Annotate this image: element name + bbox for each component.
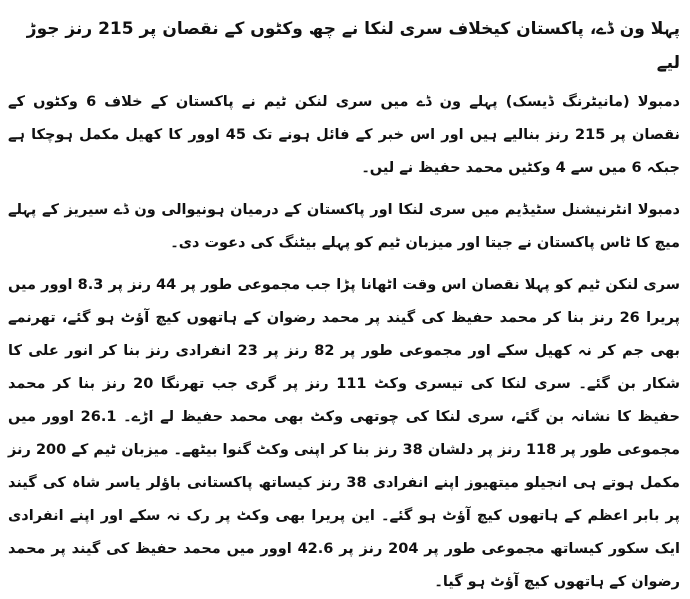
article-paragraph-toss: دمبولا انٹرنیشنل سٹیڈیم میں سری لنکا اور پاکستان کے درمیان ہونیوالی ون ڈے سیریز کے پہلے میچ کا ٹاس پاکستان نے جیتا اور میزبان ٹیم کو پہلے بیٹنگ کی دعوت دی۔ xyxy=(8,202,680,251)
article-paragraph-lede: دمبولا (مانیٹرنگ ڈیسک) پہلے ون ڈے میں سری لنکن ٹیم نے پاکستان کے خلاف 6 وکٹوں کے نقصان پر 215 رنز بنالیے ہیں اور اس خبر کے فائل ہونے تک 45 اوور کا کھیل مکمل ہوچکا ہے جبکہ 6 میں سے 4 وکٹیں محمد حفیظ نے لیں۔ xyxy=(8,94,681,176)
article-paragraph-wickets: سری لنکن ٹیم کو پہلا نقصان اس وقت اٹھانا پڑا جب مجموعی طور پر 44 رنز پر 8.3 اوور میں پریرا 26 رنز بنا کر محمد حفیظ کی گیند پر محمد رضوان کے ہاتھوں کیچ آؤٹ ہو گئے، تھرنمے بھی جم کر نہ کھیل سکے اور مجموعی طور پر 82 رنز پر 23 انفرادی رنز بنا کر انور علی کا شکار بن گئے۔ سری لنکا کی تیسری وکٹ 111 رنز پر گری جب تھرنگا 20 رنز بنا کر محمد حفیظ کا نشانہ بن گئے، سری لنکا کی چوتھی وکٹ بھی محمد حفیظ لے اڑے۔ 26.1 اوور میں مجموعی طور پر 118 رنز پر دلشان 38 رنز بنا کر اپنی وکٹ گنوا بیٹھے۔ میزبان ٹیم کے 200 رنز مکمل ہوتے ہی انجیلو میتھیوز اپنے انفرادی 38 رنز کیساتھ پاکستانی باؤلر یاسر شاہ کی گیند پر بابر اعظم کے ہاتھوں کیچ آؤٹ ہو گئے۔ این پریرا بھی وکٹ پر رک نہ سکے اور اپنے انفرادی ایک سکور کیساتھ مجموعی طور پر 204 رنز پر 42.6 اوور میں محمد حفیظ کی گیند پر محمد رضوان کے ہاتھوں کیچ آؤٹ ہو گیا۔ xyxy=(8,277,681,590)
article-headline: پہلا ون ڈے، پاکستان کیخلاف سری لنکا نے چھ وکٹوں کے نقصان پر 215 رنز جوڑ لیے xyxy=(26,19,680,73)
